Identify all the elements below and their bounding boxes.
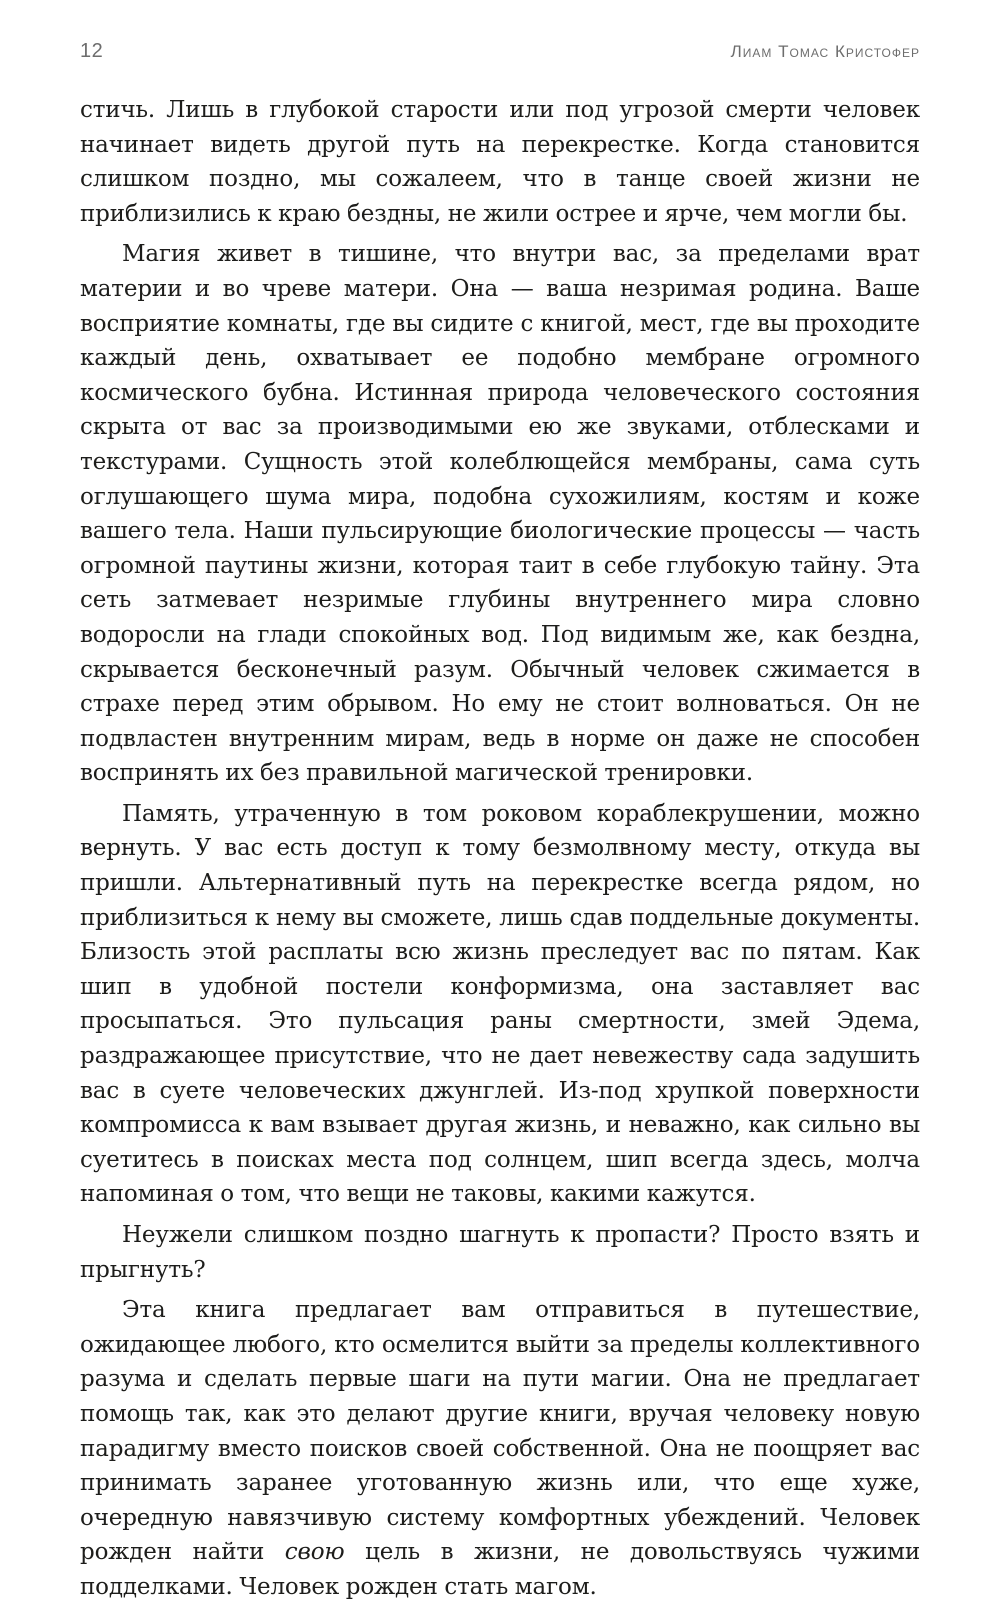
paragraph: стичь. Лишь в глубокой старости или под угрозой смерти человек начинает видеть другой путь на перекрестке. Когда становится слишком поздно, мы сожалеем, что в танце своей жизни не приблизились к краю бездны, не жили острее и ярче, чем могли бы. [80, 97, 920, 227]
paragraph: Магия живет в тишине, что внутри вас, за пределами врат материи и во чреве матери. Она — ваша незримая родина. Ваше восприятие комнаты, где вы сидите с книгой, мест, где вы проходите каждый день, охватывает ее подобно мембране огромного космического бубна. Истинная природа человеческого состояния скрыта от вас за производимыми ею же звуками, отблесками и текстурами. Сущность этой колеблющейся мембраны, сама суть оглушающего шума мира, подобна сухожилиям, костям и коже вашего тела. Наши пульсирующие биологические процессы — часть огромной паутины жизни, которая таит в себе глубокую тайну. Эта сеть затмевает незримые глубины внутреннего мира словно водоросли на глади спокойных вод. Под видимым же, как бездна, скрывается бесконечный разум. Обычный человек сжимается в страхе перед этим обрывом. Но ему не стоит волноваться. Он не подвластен внутренним мирам, ведь в норме он даже не способен воспринять их без правильной магической тренировки. [80, 241, 920, 787]
paragraph: Неужели слишком поздно шагнуть к пропасти? Просто взять и прыгнуть? [80, 1222, 920, 1283]
paragraph: Память, утраченную в том роковом кораблекрушении, можно вернуть. У вас есть доступ к тому безмолвному месту, откуда вы пришли. Альтернативный путь на перекрестке всегда рядом, но приблизиться к нему вы сможете, лишь сдав поддельные документы. Близость этой расплаты всю жизнь преследует вас по пятам. Как шип в удобной постели конформизма, она заставляет вас просыпаться. Это пульсация раны смертности, змей Эдема, раздражающее присутствие, что не дает невежеству сада задушить вас в суете человеческих джунглей. Из-под хрупкой поверхности компромисса к вам взывает другая жизнь, и неважно, как сильно вы суетитесь в поисках места под солнцем, шип всегда здесь, молча напоминая о том, что вещи не таковы, какими кажутся. [80, 800, 920, 1208]
running-header [80, 40, 920, 70]
paragraph-text: Эта книга предлагает вам отправиться в путешествие, ожидающее любого, кто осмелится выйти за пределы коллективного разума и сделать первые шаги на пути магии. Она не предлагает помощь так, как это делают другие книги, вручая человеку новую парадигму вместо поисков своей собственной. Она не поощряет вас принимать заранее уготованную жизнь или, что еще хуже, очередную навязчивую систему комфортных убеждений. Человек рожден найти [80, 1297, 920, 1566]
page-number: 12 [80, 40, 104, 62]
main-text [80, 93, 920, 1611]
paragraph [80, 1293, 920, 1604]
book-author: Лиам Томас Кристофер [730, 42, 920, 61]
emphasized-word: свою [284, 1539, 345, 1566]
paragraph-text: цель в жизни, не довольствуясь чужими подделками. Человек рожден стать магом. [80, 1539, 920, 1600]
